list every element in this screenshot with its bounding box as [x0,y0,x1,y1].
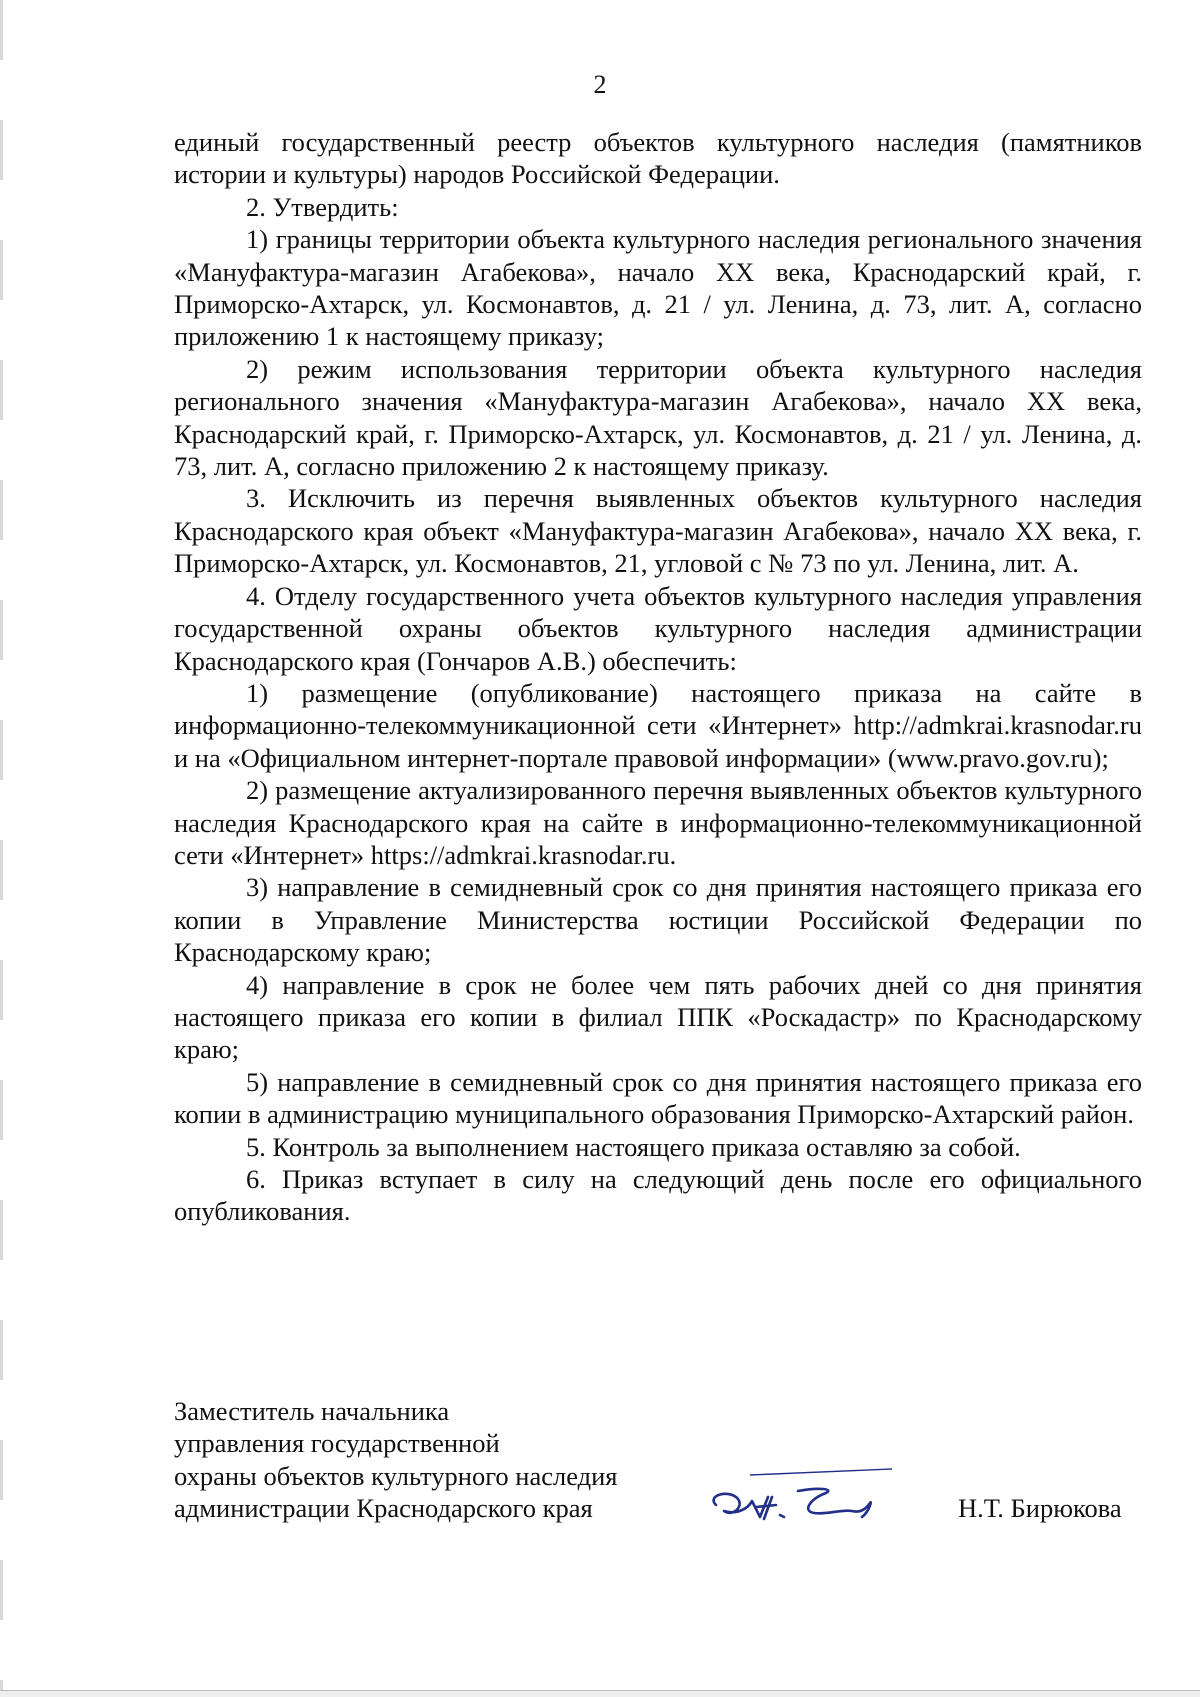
paragraph-item-6: 6. Приказ вступает в силу на следующий день после его официального опубликования. [174,1164,1142,1227]
signatory-position-line: охраны объектов культурного наследия [174,1460,618,1491]
paragraph-item-4-5: 5) направление в семидневный срок со дня принятия настоящего приказа его копии в администрацию муниципального образования Приморско-Ахтарский район. [174,1066,1142,1130]
paragraph-item-5: 5. Контроль за выполнением настоящего приказа оставляю за собой. [246,1131,1021,1162]
paragraph-item-4-3: 3) направление в семидневный срок со дня принятия настоящего приказа его копии в Управление Министерства юстиции Российской Федерации по Краснодарскому краю; [174,872,1142,968]
scan-edge [0,0,3,1697]
paragraph-item-4-4: 4) направление в срок не более чем пять рабочих дней со дня принятия настоящего приказа его копии в филиал ППК «Роскадастр» по Краснодарскому краю; [174,969,1142,1065]
signature-block [174,1395,1142,1525]
signatory-position-line: управления государственной [174,1428,500,1459]
paragraph-continuation: единый государственный реестр объектов культурного наследия (памятников истории и культуры) народов Российской Федерации. [174,127,1142,190]
paragraph-item-4: 4. Отделу государственного учета объектов культурного наследия управления государственной охраны объектов культурного наследия администрации Краснодарского края (Гончаров А.В.) обеспечить: [174,580,1142,676]
paragraph-item-4-1: 1) размещение (опубликование) настоящего приказа на сайте в информационно-телекоммуникационной сети «Интернет» http://admkrai.krasnodar.ru и на «Официальном интернет-портале правовой информации» (www.pravo.gov.ru); [174,677,1142,773]
signatory-name: Н.Т. Бирюкова [958,1493,1122,1523]
paragraph-item-2-1: 1) границы территории объекта культурного наследия регионального значения «Мануфактура-магазин Агабекова», начало XX века, Краснодарский край, г. Приморско-Ахтарск, ул. Космонавтов, д. 21 / ул. Ленина, д. 73, лит. А, согласно приложению 1 к настоящему приказу; [174,224,1142,352]
paragraph-item-2-2: 2) режим использования территории объекта культурного наследия регионального значения «Мануфактура-магазин Агабекова», начало XX века, Краснодарский край, г. Приморско-Ахтарск, ул. Космонавтов, д. 21 / ул. Ленина, д. 73, лит. А, согласно приложению 2 к настоящему приказу. [174,353,1142,482]
signatory-position-line: Заместитель начальника [174,1396,450,1426]
handwritten-signature [702,1467,898,1537]
order-body [174,126,1142,1228]
paragraph-item-2: 2. Утвердить: [246,191,399,222]
paragraph-item-4-2: 2) размещение актуализированного перечня выявленных объектов культурного наследия Краснодарского края на сайте в информационно-телекоммуникационной сети «Интернет» https://admkrai.krasnodar.ru. [174,775,1142,870]
paragraph-item-3: 3. Исключить из перечня выявленных объектов культурного наследия Краснодарского края объект «Мануфактура-магазин Агабекова», начало XX века, г. Приморско-Ахтарск, ул. Космонавтов, 21, угловой с № 73 по ул. Ленина, лит. А. [174,483,1142,579]
scan-edge [0,1690,1200,1697]
signatory-position-line: администрации Краснодарского края [174,1493,593,1524]
page-number: 2 [593,70,607,99]
